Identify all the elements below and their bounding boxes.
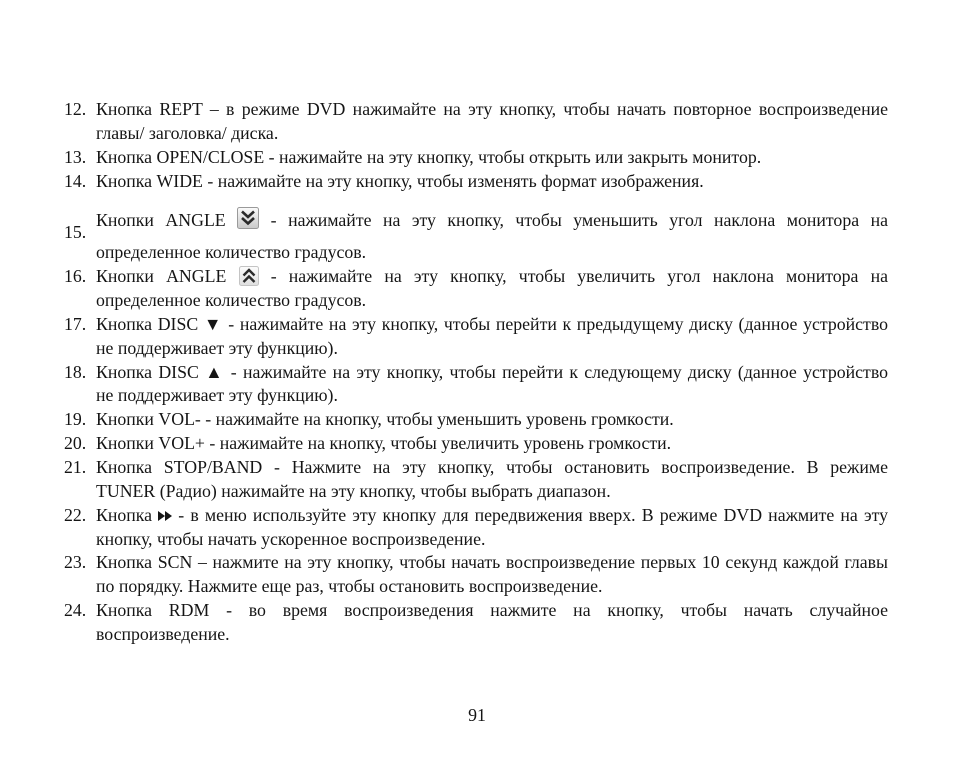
list-item	[0, 207, 954, 265]
list-item	[0, 313, 954, 361]
list-item	[0, 265, 954, 313]
text-segment: Кнопка	[96, 504, 153, 525]
item-number: 24.	[64, 600, 87, 621]
item-text	[96, 408, 888, 432]
item-text	[96, 599, 888, 647]
double-chevron-up-icon	[239, 266, 259, 286]
text-line: воспроизведение.	[96, 624, 230, 645]
text-line: определенное количество градусов.	[96, 242, 367, 263]
text-line: Кнопка WIDE - нажимайте на эту кнопку, чтобы изменять формат изображения.	[96, 170, 704, 191]
text-segment: - нажимайте на эту кнопку, чтобы увеличить угол наклона монитора на	[270, 266, 889, 287]
item-text	[96, 361, 888, 409]
item-text	[96, 207, 888, 265]
item-number: 14.	[64, 170, 87, 191]
item-number: 17.	[64, 313, 87, 334]
text-line: Кнопки VOL+ - нажимайте на кнопку, чтобы увеличить уровень громкости.	[96, 433, 672, 454]
text-line	[96, 504, 888, 528]
text-line: не поддерживает эту функцию).	[96, 385, 338, 406]
item-number: 18.	[64, 361, 87, 382]
text-line: Кнопка SCN – нажмите на эту кнопку, чтобы начать воспроизведение первых 10 секунд каждой главы	[96, 552, 888, 573]
list-item	[0, 361, 954, 409]
text-line: по порядку. Нажмите еще раз, чтобы остановить воспроизведение.	[96, 576, 603, 597]
item-number: 13.	[64, 146, 87, 167]
text-line: не поддерживает эту функцию).	[96, 337, 338, 358]
item-number: 23.	[64, 552, 87, 573]
item-text	[96, 504, 888, 552]
text-line: определенное количество градусов.	[96, 290, 367, 311]
item-number: 19.	[64, 409, 87, 430]
text-line: Кнопка STOP/BAND - Нажмите на эту кнопку, чтобы остановить воспроизведение. В режиме	[96, 457, 888, 478]
page-number: 91	[468, 705, 486, 725]
list-item	[0, 146, 954, 170]
item-number: 15.	[64, 222, 87, 243]
item-number: 16.	[64, 266, 87, 287]
item-text	[96, 313, 888, 361]
fast-forward-icon	[158, 511, 172, 521]
text-line	[96, 207, 888, 231]
item-number: 21.	[64, 457, 87, 478]
item-text	[96, 98, 888, 146]
double-chevron-down-icon	[237, 207, 259, 229]
list-item	[0, 504, 954, 552]
list-item	[0, 408, 954, 432]
item-text	[96, 265, 888, 313]
text-line: Кнопка DISC ▼ - нажимайте на эту кнопку, чтобы перейти к предыдущему диску (данное устройство	[96, 313, 888, 334]
list-item	[0, 551, 954, 599]
list-item	[0, 98, 954, 146]
text-line: Кнопки VOL- - нажимайте на кнопку, чтобы уменьшить уровень громкости.	[96, 409, 674, 430]
item-number: 12.	[64, 99, 87, 119]
list-item	[0, 456, 954, 504]
text-line: TUNER (Радио) нажимайте на эту кнопку, чтобы выбрать диапазон.	[96, 480, 611, 501]
item-number: 22.	[64, 504, 87, 525]
item-text	[96, 146, 888, 170]
text-segment: Кнопки ANGLE	[96, 210, 226, 231]
text-line: главы/ заголовка/ диска.	[96, 122, 279, 143]
text-segment: - нажимайте на эту кнопку, чтобы уменьшить угол наклона монитора на	[270, 210, 888, 231]
text-line	[96, 265, 888, 289]
item-number: 20.	[64, 433, 87, 454]
text-line: кнопку, чтобы начать ускоренное воспроизведение.	[96, 528, 486, 549]
list-item	[0, 432, 954, 456]
text-line: Кнопка REPT – в режиме DVD нажимайте на эту кнопку, чтобы начать повторное воспроизведение	[96, 99, 888, 119]
item-text	[96, 170, 888, 194]
list-item	[0, 170, 954, 194]
item-text	[96, 456, 888, 504]
text-line: Кнопка OPEN/CLOSE - нажимайте на эту кнопку, чтобы открыть или закрыть монитор.	[96, 146, 762, 167]
text-line: Кнопка RDM - во время воспроизведения нажмите на кнопку, чтобы начать случайное	[96, 600, 888, 621]
text-segment: - в меню используйте эту кнопку для передвижения вверх. В режиме DVD нажмите на эту	[178, 504, 888, 525]
list-item	[0, 599, 954, 647]
text-segment: Кнопки ANGLE	[96, 266, 227, 287]
text-line: Кнопка DISC ▲ - нажимайте на эту кнопку, чтобы перейти к следующему диску (данное устройство	[96, 361, 888, 382]
item-text	[96, 432, 888, 456]
item-text	[96, 551, 888, 599]
manual-list	[0, 98, 954, 647]
